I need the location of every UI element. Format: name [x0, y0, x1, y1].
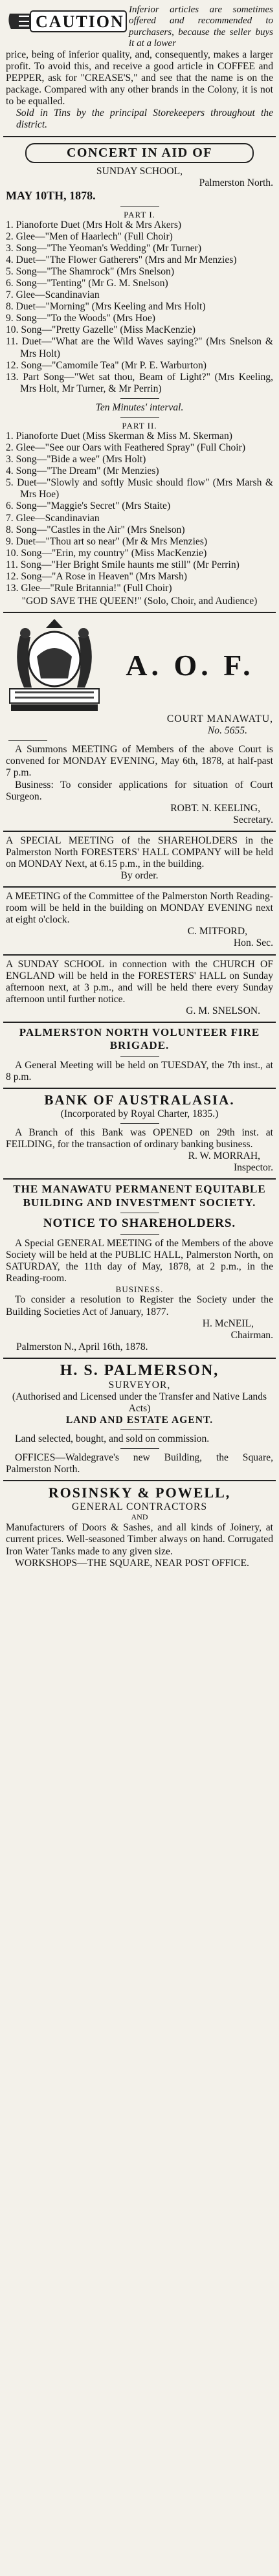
program-item: 2. Glee—"Men of Haarlech" (Full Choir) — [6, 230, 173, 242]
aof-role: Secretary. — [233, 814, 273, 825]
society-business-title: BUSINESS. — [115, 1284, 164, 1295]
aof-court: COURT MANAWATU, — [166, 713, 273, 725]
foresters-order: By order. — [120, 870, 159, 882]
reading-body: A MEETING of the Committee of the Palmerston North Reading-room will be held in the building on MONDAY EVENING next at eight o'clock. — [6, 891, 273, 926]
fire-brigade-advert — [3, 1023, 276, 1089]
concert-subtitle: SUNDAY SCHOOL, — [96, 165, 183, 177]
foresters-body: A SPECIAL MEETING of the SHAREHOLDERS in the Palmerston North FORESTERS' HALL COMPANY will be held on MONDAY Next, at 6.15 p.m., in the building. — [6, 834, 273, 870]
society-title: THE MANAWATU PERMANENT EQUITABLE BUILDING AND INVESTMENT SOCIETY. — [13, 1183, 266, 1209]
caution-banner — [6, 5, 129, 38]
reading-room-advert — [3, 888, 276, 955]
fire-brigade-body: A General Meeting will be held on TUESDAY, the 7th inst., at 8 p.m. — [6, 1059, 273, 1082]
program-item: 2. Glee—"See our Oars with Feathered Spray" (Full Choir) — [6, 442, 246, 454]
society-date: Palmerston N., April 16th, 1878. — [16, 1341, 148, 1352]
bank-title: BANK OF AUSTRALASIA. — [44, 1092, 235, 1108]
bank-signer: R. W. MORRAH, — [188, 1150, 260, 1162]
fire-brigade-title: PALMERSTON NORTH VOLUNTEER FIRE BRIGADE. — [19, 1025, 260, 1052]
aof-body: A Summons MEETING of Members of the above Court is convened for MONDAY EVENING, May 6th, 1878, at half-past 7 p.m. — [6, 744, 273, 779]
palmerson-offices: OFFICES—Waldegrave's new Building, the Square, Palmerston North. — [6, 1452, 273, 1475]
society-body: A Special GENERAL MEETING of the Members of the above Society will be held at the PUBLIC HALL, Palmerston North, on SATURDAY, the 11th day of May, 1878, at 2 p.m., in the Reading-room. — [6, 1238, 273, 1284]
program-item: 3. Song—"Bide a wee" (Mrs Holt) — [6, 454, 146, 465]
program-item: 9. Duet—"Thou art so near" (Mr & Mrs Menzies) — [6, 535, 208, 547]
caution-body: price, being of inferior quality, and, consequently, makes a larger profit. To avoid this, and receive a good article in COFFEE and PEPPER, ask for "CREASE'S," and see that the name is on the package. Compared with any other brands in the Colony, it is not to be equalled. — [6, 49, 273, 107]
rosinsky-role: GENERAL CONTRACTORS — [71, 1501, 208, 1513]
program-item: 8. Song—"Castles in the Air" (Mrs Snelson) — [6, 524, 185, 535]
concert-title: CONCERT IN AID OF — [66, 145, 212, 160]
program-item: 10. Song—"Pretty Gazelle" (Miss MacKenzie) — [6, 324, 195, 336]
program-item: 4. Duet—"The Flower Gatherers" (Mrs and Mr Menzies) — [6, 254, 237, 265]
concert-date: MAY 10TH, 1878. — [6, 188, 96, 202]
sunday-school-body: A SUNDAY SCHOOL in connection with the CHURCH OF ENGLAND will be held in the FORESTERS' HALL on Sunday afternoon next, at 3 p.m., and will be held there every Sunday afternoon until further notice. — [6, 958, 273, 1005]
society-business: To consider a resolution to Register the Society under the Building Societies Act of January, 1877. — [6, 1294, 273, 1317]
program-item: 5. Duet—"Slowly and softly Music should flow" (Mrs Marsh & Mrs Hoe) — [6, 477, 273, 500]
program-item: 9. Song—"To the Woods" (Mrs Hoe) — [6, 313, 155, 324]
foresters-emblem-icon — [6, 616, 103, 713]
program-item: 10. Song—"Erin, my country" (Miss MacKenzie) — [6, 547, 207, 559]
caution-footer: Sold in Tins by the principal Storekeepers throughout the district. — [16, 107, 273, 131]
bank-body: A Branch of this Bank was OPENED on 29th inst. at FEILDING, for the transaction of ordinary banking business. — [6, 1126, 273, 1150]
rosinsky-and: AND — [131, 1512, 148, 1522]
sunday-school-advert — [3, 956, 276, 1023]
program-item: 13. Part Song—"Wet sat thou, Beam of Light?" (Mrs Keeling, Mrs Holt, Mr Turner, & Mr Perrin) — [6, 371, 273, 394]
program-item: 7. Glee—Scandinavian — [6, 289, 100, 301]
rosinsky-name: ROSINSKY & POWELL, — [48, 1484, 231, 1501]
program-item: 6. Song—"Maggie's Secret" (Mrs Staite) — [6, 500, 171, 512]
sunday-school-signer: G. M. SNELSON. — [186, 1005, 260, 1016]
palmerson-advert — [3, 1359, 276, 1482]
program-item: 3. Song—"The Yeoman's Wedding" (Mr Turner) — [6, 242, 202, 254]
program-item: 11. Duet—"What are the Wild Waves saying?" (Mrs Snelson & Mrs Holt) — [6, 336, 273, 359]
program-item: 4. Song—"The Dream" (Mr Menzies) — [6, 465, 159, 477]
reading-signer: C. MITFORD, — [187, 926, 247, 937]
caution-side-text: Inferior articles are sometimes offered and recommended to purchasers, because the seller buys it at a lower — [129, 5, 273, 49]
rosinsky-advert — [3, 1481, 276, 1573]
program-item: 13. Glee—"Rule Britannia!" (Full Choir) — [6, 583, 172, 594]
caution-word: CAUTION — [36, 12, 124, 31]
concert-finale: "GOD SAVE THE QUEEN!" (Solo, Choir, and Audience) — [21, 596, 258, 607]
palmerson-name: H. S. PALMERSON, — [60, 1361, 219, 1379]
program-item: 5. Song—"The Shamrock" (Mrs Snelson) — [6, 265, 175, 277]
aof-business: Business: To consider applications for situation of Court Surgeon. — [6, 779, 273, 802]
program-item: 1. Pianoforte Duet (Mrs Holt & Mrs Akers) — [6, 219, 182, 230]
part1-program-list — [6, 219, 273, 395]
society-role: Chairman. — [230, 1329, 273, 1341]
program-item: 12. Song—"A Rose in Heaven" (Mrs Marsh) — [6, 570, 187, 582]
part2-program-list — [6, 431, 273, 594]
palmerson-licence: (Authorised and Licensed under the Transfer and Native Lands Acts) — [12, 1391, 267, 1414]
program-item: 1. Pianoforte Duet (Miss Skerman & Miss M. Skerman) — [6, 430, 232, 442]
society-signer: H. McNEIL, — [202, 1317, 254, 1329]
part2-title: PART II. — [122, 420, 157, 431]
aof-advert — [3, 613, 276, 832]
program-item: 8. Duet—"Morning" (Mrs Keeling and Mrs Holt) — [6, 301, 206, 313]
palmerson-line1: Land selected, bought, and sold on commission. — [15, 1433, 210, 1445]
palmerson-agent: LAND AND ESTATE AGENT. — [65, 1415, 214, 1426]
reading-role: Hon. Sec. — [233, 937, 273, 949]
program-item: 6. Song—"Tenting" (Mr G. M. Snelson) — [6, 278, 168, 289]
bank-charter: (Incorporated by Royal Charter, 1835.) — [60, 1108, 219, 1119]
newspaper-column — [3, 3, 276, 2570]
aof-number: No. 5655. — [207, 725, 247, 737]
foresters-hall-advert — [3, 832, 276, 888]
rosinsky-body: Manufacturers of Doors & Sashes, and all kinds of Joinery, at current prices. Well-seasoned Timber always on hand. Corrugated Iron Water Tanks made to any given size. — [6, 1522, 273, 1557]
aof-title: A. O. F. — [126, 648, 254, 682]
concert-advert — [3, 137, 276, 614]
concert-title-box — [25, 143, 254, 163]
part1-title: PART I. — [124, 209, 155, 219]
rosinsky-workshops: WORKSHOPS—THE SQUARE, NEAR POST OFFICE. — [15, 1557, 249, 1569]
bank-advert — [3, 1089, 276, 1180]
program-item: 12. Song—"Camomile Tea" (Mr P. E. Warburton) — [6, 359, 206, 371]
caution-advert — [3, 3, 276, 137]
building-society-advert — [3, 1180, 276, 1359]
program-item: 11. Song—"Her Bright Smile haunts me still" (Mr Perrin) — [6, 559, 240, 570]
interval-text: Ten Minutes' interval. — [95, 401, 184, 413]
society-notice: NOTICE TO SHAREHOLDERS. — [43, 1216, 236, 1231]
program-item: 7. Glee—Scandinavian — [6, 512, 100, 524]
bank-role: Inspector. — [233, 1162, 273, 1174]
aof-signer: ROBT. N. KEELING, — [170, 802, 260, 814]
concert-place: Palmerston North. — [199, 177, 273, 188]
palmerson-role: SURVEYOR, — [108, 1379, 171, 1391]
